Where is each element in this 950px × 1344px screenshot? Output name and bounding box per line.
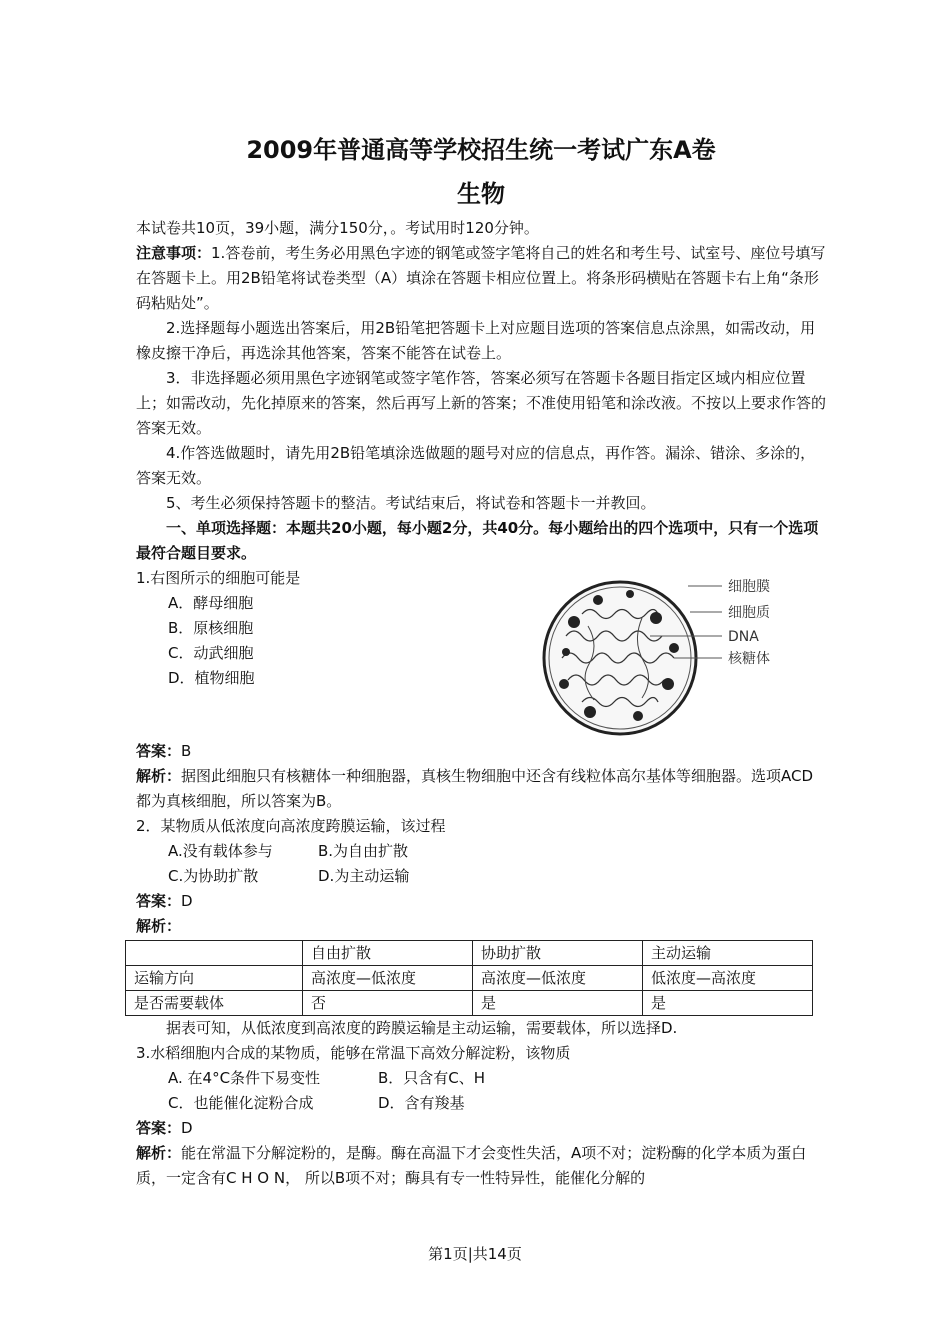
q3-stem: 3.水稻细胞内合成的某物质，能够在常温下高效分解淀粉，该物质: [136, 1044, 571, 1062]
table-cell: 低浓度—高浓度: [643, 966, 813, 991]
q1-option-a: A．酵母细胞: [168, 594, 254, 612]
q1-stem: 1.右图所示的细胞可能是: [136, 569, 301, 587]
table-cell: 是否需要载体: [126, 991, 303, 1016]
transport-comparison-table: [125, 940, 813, 1016]
table-cell: 是: [643, 991, 813, 1016]
q3-option-c: C．也能催化淀粉合成: [168, 1094, 314, 1112]
note-2: 2.选择题每小题选出答案后，用2B铅笔把答题卡上对应题目选项的答案信息点涂黑，如需改动，用橡皮擦干净后，再选涂其他答案，答案不能答在试卷上。: [136, 319, 816, 362]
note-1: [136, 241, 826, 316]
table-row: [126, 966, 813, 991]
table-row: [126, 991, 813, 1016]
q2-options-row-2: [136, 864, 826, 889]
q2-options-row-1: [136, 839, 826, 864]
note-4: 4.作答选做题时，请先用2B铅笔填涂选做题的题号对应的信息点，再作答。漏涂、错涂、多涂的，答案无效。: [136, 444, 816, 487]
q2-option-c: C.为协助扩散: [168, 867, 259, 885]
label-cytoplasm: 细胞质: [728, 605, 770, 621]
note-1-text: 1.答卷前，考生务必用黑色字迹的钢笔或签字笔将自己的姓名和考生号、试室号、座位号填写在答题卡上。用2B铅笔将试卷类型（A）填涂在答题卡相应位置上。将条形码横贴在答题卡右上角“条形码粘贴处”。: [136, 244, 826, 312]
q3-analysis-label: 解析：: [136, 1144, 182, 1162]
q1-analysis-label: 解析：: [136, 767, 182, 785]
q3-analysis-text: 能在常温下分解淀粉的，是酶。酶在高温下才会变性失活，A项不对；淀粉酶的化学本质为蛋白质，一定含有C H O N， 所以B项不对；酶具有专一性特异性，能催化分解的: [136, 1144, 807, 1187]
q2-answer-value: D: [181, 892, 193, 910]
q3-analysis: [136, 1141, 826, 1191]
q3-option-d: D．含有羧基: [378, 1094, 465, 1112]
q3-answer-value: D: [181, 1119, 193, 1137]
q2-analysis-label: 解析：: [136, 917, 182, 935]
table-header-row: [126, 941, 813, 966]
table-header-cell: 协助扩散: [473, 941, 643, 966]
cell-diagram: [544, 582, 722, 734]
q2-option-b: B.为自由扩散: [318, 842, 409, 860]
q2-option-a: A.没有载体参与: [168, 842, 273, 860]
q1-option-d: D．植物细胞: [168, 669, 255, 687]
q3-options-row-1: [136, 1066, 826, 1091]
note-3: 3．非选择题必须用黑色字迹钢笔或签字笔作答，答案必须写在答题卡各题目指定区域内相应位置上；如需改动，先化掉原来的答案，然后再写上新的答案；不准使用铅笔和涂改液。不按以上要求作答的答案无效。: [136, 369, 827, 437]
page-footer: 第1页|共14页: [428, 1245, 522, 1263]
table-header-cell: 主动运输: [643, 941, 813, 966]
section-1-heading: 一、单项选择题：本题共20小题，每小题2分，共40分。每小题给出的四个选项中，只有一个选项最符合题目要求。: [136, 519, 819, 562]
q1-option-b: B．原核细胞: [168, 619, 254, 637]
q2-conclusion: 据表可知，从低浓度到高浓度的跨膜运输是主动运输，需要载体，所以选择D.: [166, 1019, 678, 1037]
q2-stem: 2．某物质从低浓度向高浓度跨膜运输，该过程: [136, 817, 446, 835]
q1-analysis: [136, 764, 826, 814]
q1-answer-label: 答案：: [136, 742, 182, 760]
page-content: [136, 130, 826, 1191]
label-ribosome: 核糖体: [728, 651, 770, 667]
subject-title: 生物: [457, 180, 505, 208]
cell-diagram-figure: [538, 566, 838, 746]
table-cell: 运输方向: [126, 966, 303, 991]
exam-title: 2009年普通高等学校招生统一考试广东A卷: [246, 136, 716, 164]
q3-option-b: B．只含有C、H: [378, 1069, 486, 1087]
q3-options-row-2: [136, 1091, 826, 1116]
table-cell: 是: [473, 991, 643, 1016]
intro-text: 本试卷共10页，39小题，满分150分，。考试用时120分钟。: [136, 219, 539, 237]
label-cell-membrane: 细胞膜: [728, 579, 770, 595]
q1-option-c: C．动武细胞: [168, 644, 254, 662]
question-1: [136, 566, 826, 716]
table-cell: 高浓度—低浓度: [473, 966, 643, 991]
q3-answer-label: 答案：: [136, 1119, 182, 1137]
q2-answer: [136, 889, 826, 914]
label-dna: DNA: [728, 629, 759, 645]
table-header-cell: 自由扩散: [303, 941, 473, 966]
q3-answer: [136, 1116, 826, 1141]
table-cell: 高浓度—低浓度: [303, 966, 473, 991]
note-5: 5、考生必须保持答题卡的整洁。考试结束后，将试卷和答题卡一并教回。: [166, 494, 656, 512]
table-cell: 否: [303, 991, 473, 1016]
table-header-cell: [126, 941, 303, 966]
q2-answer-label: 答案：: [136, 892, 182, 910]
q3-option-a: A. 在4°C条件下易变性: [168, 1069, 321, 1087]
q1-analysis-text: 据图此细胞只有核糖体一种细胞器，真核生物细胞中还含有线粒体高尔基体等细胞器。选项ACD都为真核细胞，所以答案为B。: [136, 767, 814, 810]
q1-answer-value: B: [181, 742, 192, 760]
notes-label: 注意事项：: [136, 244, 212, 262]
q2-option-d: D.为主动运输: [318, 867, 410, 885]
